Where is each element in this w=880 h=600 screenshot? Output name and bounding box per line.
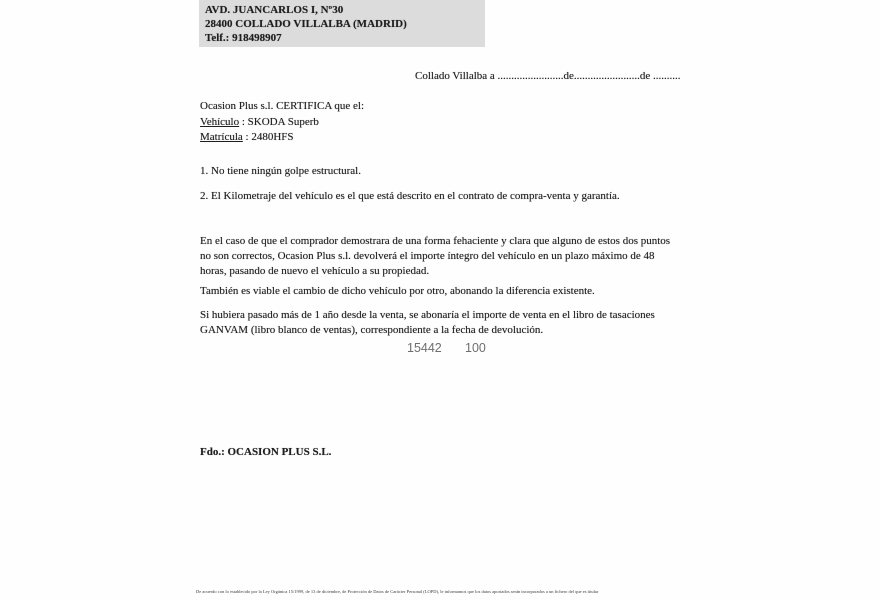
point-2: 2. El Kilometraje del vehículo es el que está descrito en el contrato de compra-venta y garantía. bbox=[200, 190, 620, 202]
vehicle-label: Vehículo bbox=[200, 116, 240, 128]
point-1: 1. No tiene ningún golpe estructural. bbox=[200, 165, 361, 177]
plate-line bbox=[200, 131, 294, 143]
vehicle-value: : SKODA Superb bbox=[239, 116, 319, 128]
phone-line: Telf.: 918498907 bbox=[205, 32, 282, 44]
company-address-block bbox=[199, 0, 485, 47]
paragraph-refund-terms: En el caso de que el comprador demostrara de una forma fehaciente y clara que alguno de estos dos puntos no son correctos, Ocasion Plus s.l. devolverá el importe íntegro del vehículo en un plazo máximo de 48 horas, pasando de nuevo el vehículo a su propiedad. bbox=[200, 235, 671, 277]
overlay-percent-value: 100 bbox=[465, 341, 486, 355]
overlay-price-value: 15442 bbox=[407, 341, 442, 355]
paragraph-exchange-option: También es viable el cambio de dicho vehículo por otro, abonando la diferencia existente. bbox=[200, 285, 595, 297]
plate-label: Matrícula bbox=[200, 131, 243, 143]
certify-line: Ocasion Plus s.l. CERTIFICA que el: bbox=[200, 100, 365, 112]
signature-line: Fdo.: OCASION PLUS S.L. bbox=[200, 446, 332, 458]
footer-legal-disclaimer: De acuerdo con lo establecido por la Ley Orgánica 15/1999, de 13 de diciembre, de Protección de Datos de Carácter Personal (LOPD), le informamos que los datos aportados serán incorporados a un fichero del que es titular bbox=[196, 589, 599, 594]
vehicle-line bbox=[200, 116, 319, 128]
plate-value: : 2480HFS bbox=[242, 131, 294, 143]
address-line-2: 28400 COLLADO VILLALBA (MADRID) bbox=[205, 18, 407, 30]
date-place-line: Collado Villalba a ........................de........................de .......... bbox=[415, 70, 681, 82]
address-line-1: AVD. JUANCARLOS I, Nº30 bbox=[205, 4, 344, 16]
paragraph-after-one-year: Si hubiera pasado más de 1 año desde la venta, se abonaría el importe de venta en el libro de tasaciones GANVAM (libro blanco de ventas), correspondiente a la fecha de devolución. bbox=[200, 309, 655, 336]
